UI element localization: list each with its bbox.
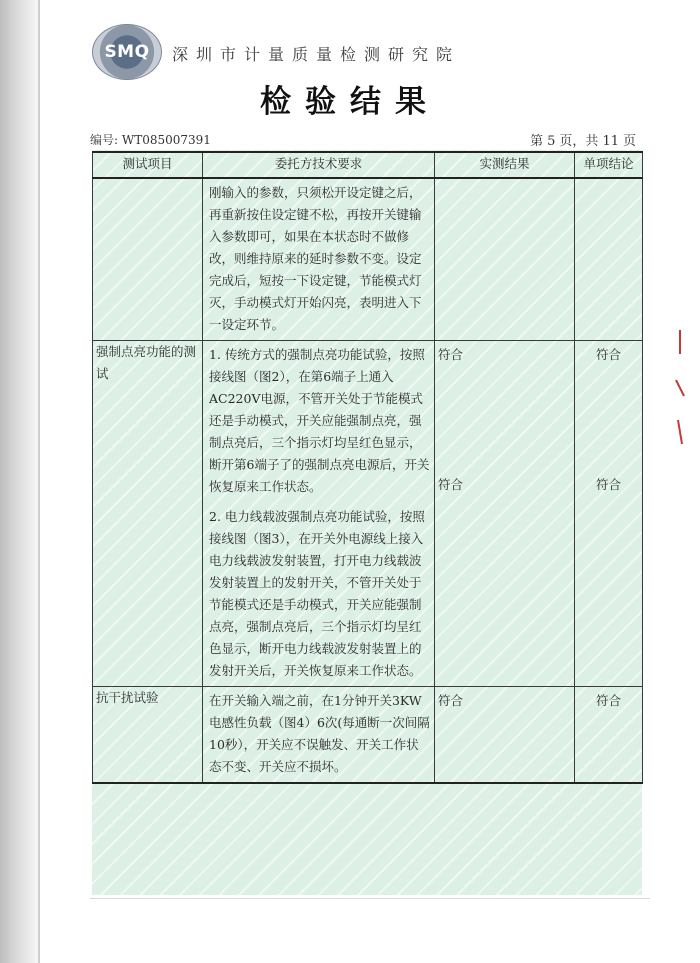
conclusion-value-2: 符合	[595, 477, 621, 492]
table-row	[93, 178, 643, 341]
col-header-conclusion: 单项结论	[575, 152, 643, 178]
requirement-cell	[203, 178, 435, 341]
col-header-result: 实测结果	[435, 152, 575, 178]
requirement-cell	[203, 687, 435, 784]
red-stamp-marks	[672, 320, 692, 476]
result-cell	[435, 687, 575, 784]
conclusion-value: 符合	[595, 693, 621, 708]
report-number: 编号: WT085007391	[90, 133, 211, 147]
result-value: 符合	[438, 693, 464, 708]
requirement-text: 在开关输入端之前，在1分钟开关3KW电感性负载（图4）6次(每通断一次间隔10秒），开关应不误触发、开关工作状态不变、开关应不损坏。	[209, 693, 430, 774]
result-value-2: 符合	[438, 477, 464, 492]
page-total: 11	[602, 134, 619, 149]
table-row	[93, 341, 643, 687]
page-prefix: 第	[530, 134, 544, 149]
conclusion-cell	[575, 178, 643, 341]
table-row	[93, 687, 643, 784]
smq-logo	[92, 24, 162, 80]
result-cell	[435, 178, 575, 341]
requirement-cell	[203, 341, 435, 687]
col-header-item: 测试项目	[93, 152, 203, 178]
requirement-text-1: 1. 传统方式的强制点亮功能试验，按照接线图（图2），在第6端子上通入AC220V电源，不管开关处于节能模式还是手动模式，开关应能强制点亮，强制点亮后，三个指示灯均呈红色显示，断开第6端子了的强制点亮电源后，开关恢复原来工作状态。	[209, 347, 430, 494]
item-cell: 强制点亮功能的测试	[93, 341, 203, 687]
logo-text: SMQ	[104, 42, 150, 62]
page-mid: 页，共	[559, 134, 599, 149]
page-suffix: 页	[622, 134, 636, 149]
conclusion-cell	[575, 687, 643, 784]
page-indicator	[530, 130, 640, 149]
results-table	[92, 151, 643, 784]
institute-name: 深圳市计量质量检测研究院	[172, 45, 461, 64]
footer-divider	[90, 898, 650, 899]
page-title: 检验结果	[260, 84, 440, 120]
paper-edge	[38, 0, 40, 963]
item-cell	[93, 178, 203, 341]
result-value-1: 符合	[438, 347, 464, 362]
report-header	[92, 22, 652, 82]
page-current: 5	[547, 134, 556, 149]
conclusion-value-1: 符合	[595, 347, 621, 362]
result-cell	[435, 341, 575, 687]
table-header-row	[93, 152, 643, 178]
conclusion-cell	[575, 341, 643, 687]
scan-binding-shadow	[0, 0, 38, 963]
requirement-text-2: 2. 电力线载波强制点亮功能试验，按照接线图（图3），在开关外电源线上接入电力线载波发射装置，打开电力线载波发射装置上的发射开关，不管开关处于节能模式还是手动模式，开关应能强制点亮，强制点亮后，三个指示灯均呈红色显示，断开电力线载波发射装置上的发射开关后，开关恢复原来工作状态。	[209, 509, 425, 678]
red-stamp-icon	[672, 320, 692, 460]
item-cell: 抗干扰试验	[93, 687, 203, 784]
col-header-requirement: 委托方技术要求	[203, 152, 435, 178]
requirement-text: 刚输入的参数，只须松开设定键之后，再重新按住设定键不松，再按开关键输入参数即可，如果在本状态时不做修改，则维持原来的延时参数不变。设定完成后，短按一下设定键，节能模式灯灭，手动模式灯开始闪亮，表明进入下一设定环节。	[209, 185, 422, 332]
